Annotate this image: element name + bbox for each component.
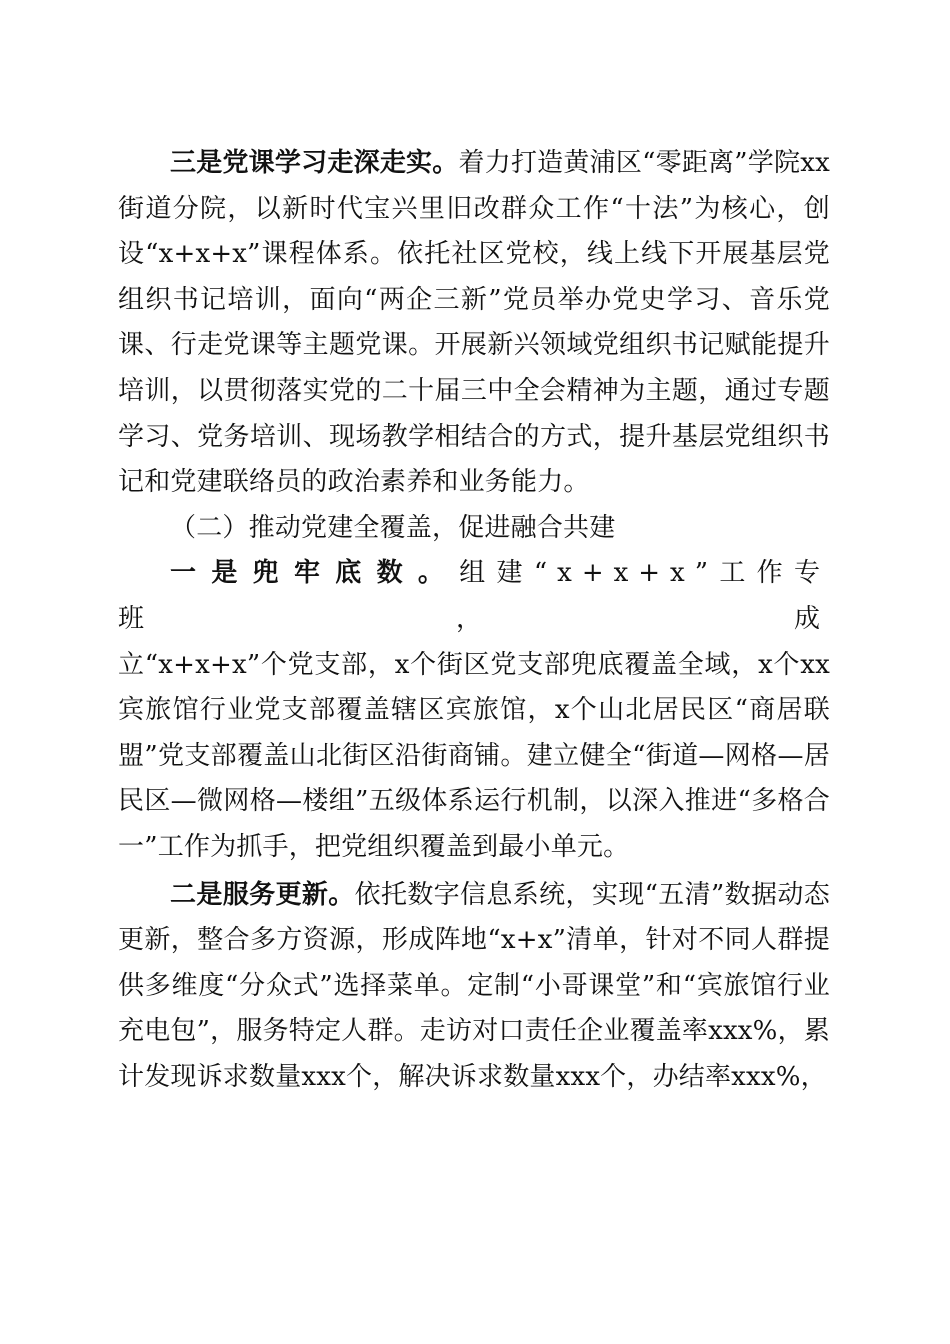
paragraph-first-line-text: 组建“x+x+x”工作专班，成 [118,558,830,634]
paragraph-lead: 二是服务更新。 [170,879,355,910]
section-heading: （二）推动党建全覆盖，促进融合共建 [170,512,616,543]
paragraph-text: 着力打造黄浦区“零距离”学院xx街道分院，以新时代宝兴里旧改群众工作“十法”为核心，创设“x+x+x”课程体系。依托社区党校，线上线下开展基层党组织书记培训，面向“两企三新”党员举办党史学习、音乐党课、行走党课等主题党课。开展新兴领域党组织书记赋能提升培训，以贯彻落实党的二十届三中全会精神为主题，通过专题学习、党务培训、现场教学相结合的方式，提升基层党组织书记和党建联络员的政治素养和业务能力。 [118,148,830,498]
paragraph-text: 立“x+x+x”个党支部，x个街区党支部兜底覆盖全域，x个xx宾旅馆行业党支部覆盖辖区宾旅馆，x个山北居民区“商居联盟”党支部覆盖山北街区沿街商铺。建立健全“街道—网格—居民区—微网格—楼组”五级体系运行机制，以深入推进“多格合一”工作为抓手，把党组织覆盖到最小单元。 [118,649,830,862]
paragraph-lead: 三是党课学习走深走实。 [170,148,459,178]
paragraph-text: 依托数字信息系统，实现“五清”数据动态更新，整合多方资源，形成阵地“x+x”清单，针对不同人群提供多维度“分众式”选择菜单。定制“小哥课堂”和“宾旅馆行业充电包”，服务特定人群。走访对口责任企业覆盖率xxx%，累计发现诉求数量xxx个，解决诉求数量xxx个，办结率xxx%， [118,879,830,1092]
paragraph-lead: 一是兜牢底数。 [170,558,460,589]
paragraph-first-line [118,551,830,642]
paragraph-secure-base [118,551,830,870]
paragraph-service-update [118,873,830,1101]
paragraph-party-lessons [118,141,830,506]
document-body [118,141,830,1100]
